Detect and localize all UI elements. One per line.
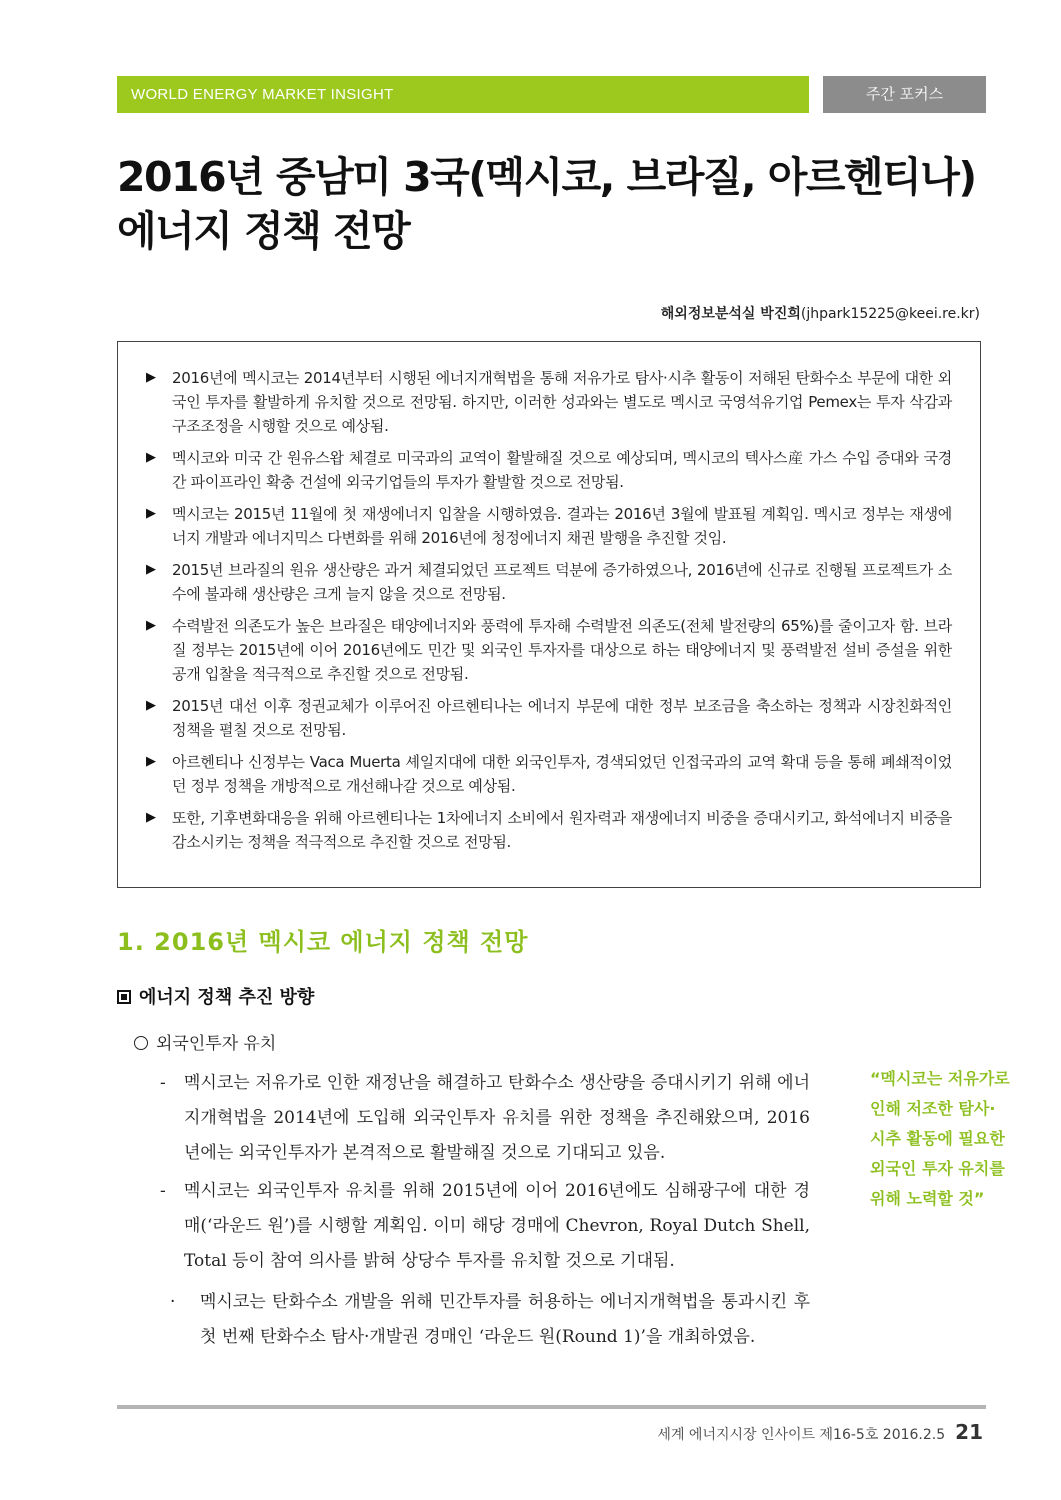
summary-item: ▶ 멕시코는 2015년 11월에 첫 재생에너지 입찰을 시행하였음. 결과는 2016년 3월에 발표될 계획임. 멕시코 정부는 재생에너지 개발과 에너지믹스 다변화를 위해 2016년에 청정에너지 채권 발행을 추진할 것임. bbox=[146, 502, 952, 550]
summary-item: ▶ 2016년에 멕시코는 2014년부터 시행된 에너지개혁법을 통해 저유가로 탐사·시추 활동이 저해된 탄화수소 부문에 대한 외국인 투자를 활발하게 유치할 것으로 전망됨. 하지만, 이러한 성과와는 별도로 멕시코 국영석유기업 Pemex는 투자 삭감과 구조조정을 시행할 것으로 예상됨. bbox=[146, 366, 952, 438]
triangle-bullet-icon: ▶ bbox=[146, 562, 156, 577]
square-bullet-icon bbox=[117, 990, 131, 1004]
section-title: 1. 2016년 멕시코 에너지 정책 전망 bbox=[117, 928, 529, 956]
pull-quote: “멕시코는 저유가로 인해 저조한 탐사·시추 활동에 필요한 외국인 투자 유치를 위해 노력할 것” bbox=[870, 1069, 1010, 1208]
publication-info: 세계 에너지시장 인사이트 제16-5호 2016.2.5 bbox=[657, 1427, 946, 1443]
triangle-bullet-icon: ▶ bbox=[146, 810, 156, 825]
dash-mark: - bbox=[160, 1073, 166, 1093]
triangle-bullet-icon: ▶ bbox=[146, 754, 156, 769]
triangle-bullet-icon: ▶ bbox=[146, 618, 156, 633]
dot-paragraph: · 멕시코는 탄화수소 개발을 위해 민간투자를 허용하는 에너지개혁법을 통과시킨 후 첫 번째 탄화수소 탐사·개발권 경매인 ‘라운드 원(Round 1)’을 개최하였음. bbox=[160, 1285, 810, 1355]
header-title: WORLD ENERGY MARKET INSIGHT bbox=[131, 86, 394, 103]
footer bbox=[657, 1420, 983, 1444]
summary-item: ▶ 2015년 브라질의 원유 생산량은 과거 체결되었던 프로젝트 덕분에 증가하였으나, 2016년에 신규로 진행될 프로젝트가 소수에 불과해 생산량은 크게 늘지 않을 것으로 전망됨. bbox=[146, 558, 952, 606]
page-number: 21 bbox=[955, 1420, 983, 1444]
circle-item: 외국인투자 유치 bbox=[134, 1029, 276, 1054]
subsection-title: 에너지 정책 추진 방향 bbox=[117, 983, 314, 1009]
header-band bbox=[117, 76, 809, 113]
summary-item: ▶ 2015년 대선 이후 정권교체가 이루어진 아르헨티나는 에너지 부문에 대한 정부 보조금을 축소하는 정책과 시장친화적인 정책을 펼칠 것으로 전망됨. bbox=[146, 694, 952, 742]
footer-divider bbox=[117, 1405, 986, 1409]
body-text bbox=[160, 1066, 810, 1358]
author-dept: 해외정보분석실 박진희 bbox=[660, 306, 801, 322]
summary-item: ▶ 수력발전 의존도가 높은 브라질은 태양에너지와 풍력에 투자해 수력발전 의존도(전체 발전량의 65%)를 줄이고자 함. 브라질 정부는 2015년에 이어 2016년에도 민간 및 외국인 투자자를 대상으로 하는 태양에너지 및 풍력발전 설비 증설을 위한 공개 입찰을 적극적으로 추진할 것으로 전망됨. bbox=[146, 614, 952, 686]
summary-item: ▶ 또한, 기후변화대응을 위해 아르헨티나는 1차에너지 소비에서 원자력과 재생에너지 비중을 증대시키고, 화석에너지 비중을 감소시키는 정책을 적극적으로 추진할 것으로 전망됨. bbox=[146, 806, 952, 854]
triangle-bullet-icon: ▶ bbox=[146, 370, 156, 385]
dash-mark: - bbox=[160, 1181, 166, 1201]
summary-item: ▶ 아르헨티나 신정부는 Vaca Muerta 셰일지대에 대한 외국인투자, 경색되었던 인접국과의 교역 확대 등을 통해 폐쇄적이었던 정부 정책을 개방적으로 개선해나갈 것으로 예상됨. bbox=[146, 750, 952, 798]
dash-paragraph: - 멕시코는 외국인투자 유치를 위해 2015년에 이어 2016년에도 심해광구에 대한 경매(‘라운드 원’)를 시행할 계획임. 이미 해당 경매에 Chevron, Royal Dutch Shell, Total 등이 참여 의사를 밝혀 상당수 투자를 유치할 것으로 기대됨. bbox=[160, 1174, 810, 1279]
circle-bullet-icon bbox=[134, 1036, 148, 1050]
summary-list bbox=[146, 366, 952, 854]
dash-paragraph: - 멕시코는 저유가로 인한 재정난을 해결하고 탄화수소 생산량을 증대시키기 위해 에너지개혁법을 2014년에 도입해 외국인투자 유치를 위한 정책을 추진해왔으며, 2016년에는 외국인투자가 본격적으로 활발해질 것으로 기대되고 있음. bbox=[160, 1066, 810, 1171]
author-line bbox=[661, 303, 980, 323]
page-title: 2016년 중남미 3국(멕시코, 브라질, 아르헨티나) 에너지 정책 전망 bbox=[117, 153, 976, 255]
author-email: (jhpark15225@keei.re.kr) bbox=[800, 306, 980, 322]
summary-box bbox=[117, 341, 981, 888]
dot-mark: · bbox=[170, 1292, 176, 1312]
category-label: 주간 포커스 bbox=[865, 85, 944, 103]
triangle-bullet-icon: ▶ bbox=[146, 506, 156, 521]
triangle-bullet-icon: ▶ bbox=[146, 450, 156, 465]
triangle-bullet-icon: ▶ bbox=[146, 698, 156, 713]
header-category bbox=[823, 76, 986, 113]
summary-item: ▶ 멕시코와 미국 간 원유스왑 체결로 미국과의 교역이 활발해질 것으로 예상되며, 멕시코의 텍사스産 가스 수입 증대와 국경 간 파이프라인 확충 건설에 외국기업들의 투자가 활발할 것으로 전망됨. bbox=[146, 446, 952, 494]
